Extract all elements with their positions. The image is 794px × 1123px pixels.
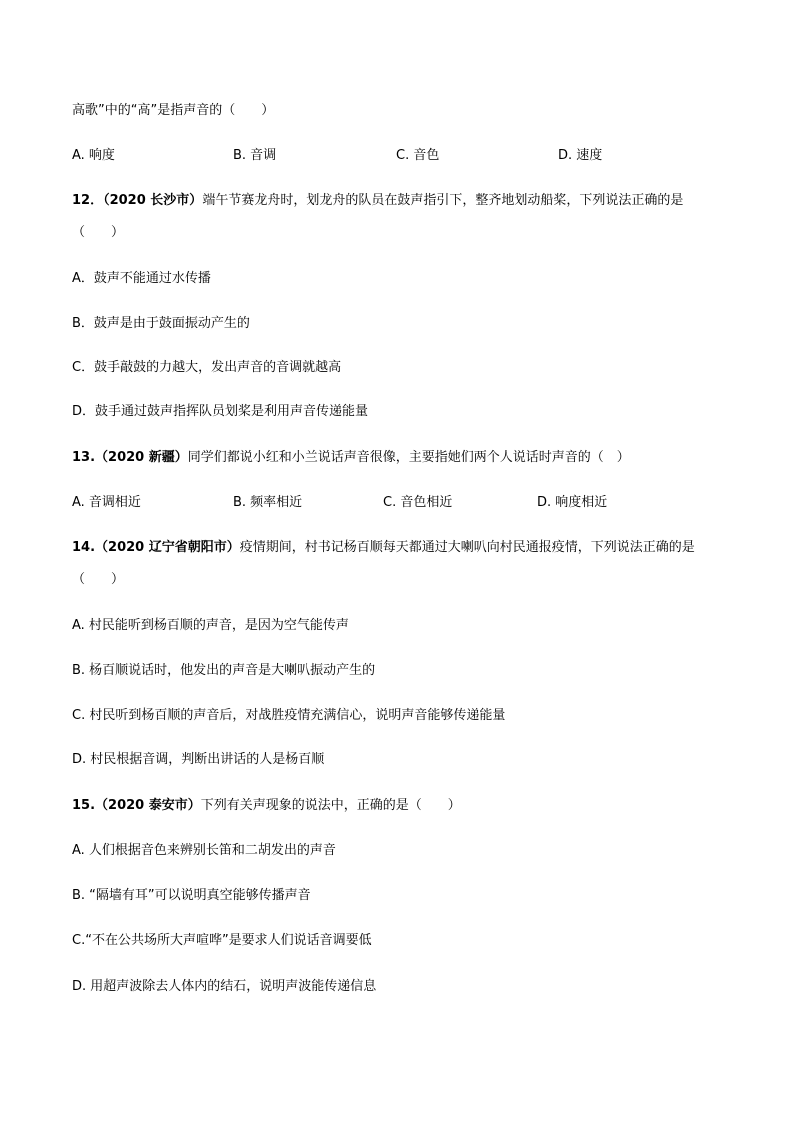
q15-number: 15.: [72, 798, 96, 813]
q14-option-a[interactable]: A. 村民能听到杨百顺的声音，是因为空气能传声: [72, 618, 349, 633]
q14-number: 14.: [72, 540, 96, 555]
q12-source: （2020 长沙市）: [103, 193, 203, 208]
q14-text: 疫情期间，村书记杨百顺每天都通过大喇叭向村民通报疫情，下列说法正确的是: [239, 540, 695, 555]
q11-options: [72, 147, 722, 165]
q15-option-c[interactable]: C.“不在公共场所大声喧哗”是要求人们说话音调要低: [72, 933, 372, 948]
q15-option-b[interactable]: B. “隔墙有耳”可以说明真空能够传播声音: [72, 888, 311, 903]
q15-option-d[interactable]: D. 用超声波除去人体内的结石，说明声波能传递信息: [72, 979, 377, 994]
q14-option-b[interactable]: B. 杨百顺说话时，他发出的声音是大喇叭振动产生的: [72, 663, 376, 678]
q13-option-d[interactable]: D. 响度相近: [537, 495, 608, 510]
q13-option-a[interactable]: A. 音调相近: [72, 495, 141, 510]
q12-option-b[interactable]: B．鼓声是由于鼓面振动产生的: [72, 316, 250, 331]
q14-source: （2020 辽宁省朝阳市）: [95, 540, 240, 555]
q12-option-a[interactable]: A．鼓声不能通过水传播: [72, 271, 211, 286]
q13-options: [72, 494, 722, 512]
q15-option-a[interactable]: A. 人们根据音色来辨别长笛和二胡发出的声音: [72, 843, 336, 858]
q13-stem: [72, 449, 722, 467]
q11-stem-tail: 高歌”中的“高”是指声音的（ ）: [72, 103, 275, 118]
q13-number: 13.: [72, 450, 96, 465]
q12-bracket: （ ）: [72, 225, 125, 240]
q12-option-c[interactable]: C．鼓手敲鼓的力越大，发出声音的音调就越高: [72, 360, 342, 375]
q12-text: 端午节赛龙舟时，划龙舟的队员在鼓声指引下，整齐地划动船桨，下列说法正确的是: [202, 193, 684, 208]
q15-stem: [72, 797, 722, 815]
q13-text: 同学们都说小红和小兰说话声音很像，主要指她们两个人说话时声音的（ ）: [187, 450, 630, 465]
q12-stem: [72, 192, 722, 210]
q14-stem: [72, 539, 722, 557]
q11-option-c[interactable]: C. 音色: [396, 148, 440, 163]
q13-option-c[interactable]: C. 音色相近: [383, 495, 453, 510]
q11-option-b[interactable]: B. 音调: [233, 148, 277, 163]
q11-option-a[interactable]: A. 响度: [72, 148, 115, 163]
q15-text: 下列有关声现象的说法中，正确的是（ ）: [200, 798, 461, 813]
q14-option-d[interactable]: D. 村民根据音调，判断出讲话的人是杨百顺: [72, 752, 325, 767]
q12-option-d[interactable]: D．鼓手通过鼓声指挥队员划桨是利用声音传递能量: [72, 404, 369, 419]
q14-bracket: （ ）: [72, 572, 125, 587]
q13-option-b[interactable]: B. 频率相近: [233, 495, 303, 510]
q11-option-d[interactable]: D. 速度: [558, 148, 603, 163]
q15-source: （2020 泰安市）: [95, 798, 201, 813]
q14-option-c[interactable]: C. 村民听到杨百顺的声音后，对战胜疫情充满信心，说明声音能够传递能量: [72, 708, 506, 723]
q12-number: 12．: [72, 193, 104, 208]
q13-source: （2020 新疆）: [95, 450, 188, 465]
